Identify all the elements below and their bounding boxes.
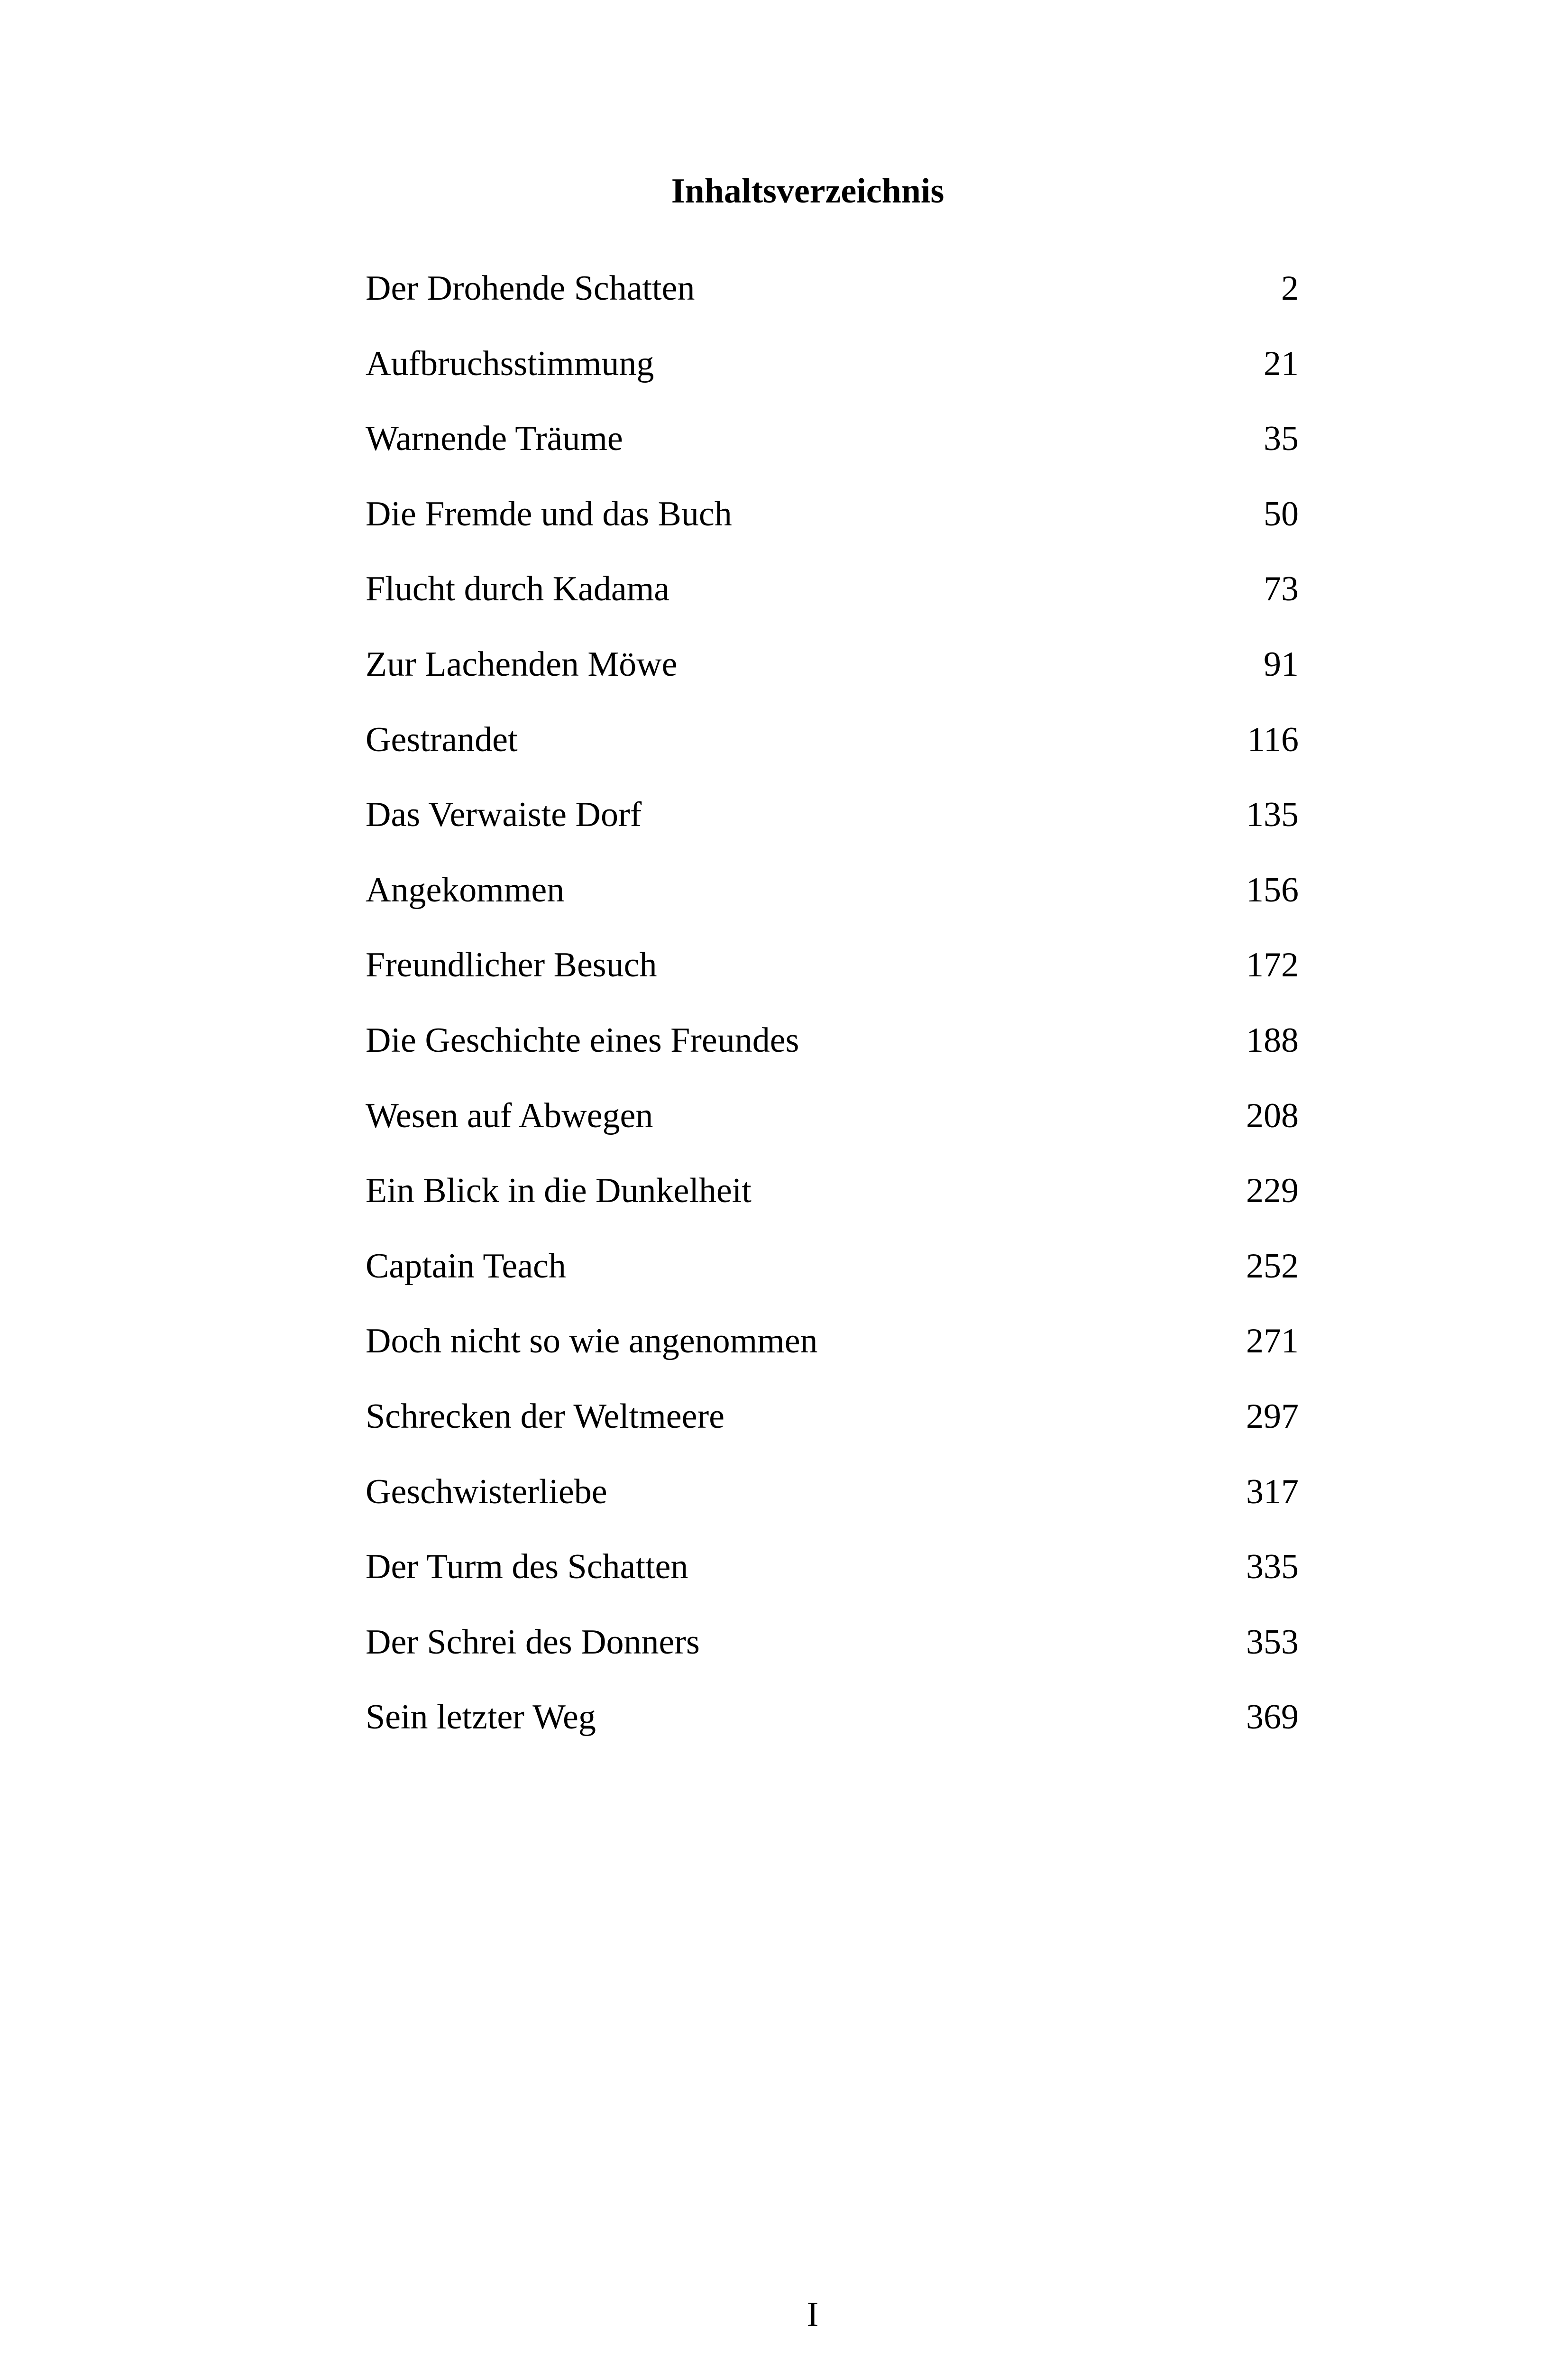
toc-entry	[366, 260, 1299, 335]
toc-entry-title: Ein Blick in die Dunkelheit	[366, 1171, 752, 1211]
toc-entry-title: Das Verwaiste Dorf	[366, 795, 642, 835]
toc-entry	[366, 1162, 1299, 1238]
toc-entry-page: 116	[1247, 720, 1299, 759]
toc-entry-title: Schrecken der Weltmeere	[366, 1397, 724, 1436]
toc-entry-page: 353	[1246, 1622, 1299, 1662]
toc-heading: Inhaltsverzeichnis	[671, 172, 944, 211]
toc-entry	[366, 1388, 1299, 1463]
toc-entry	[366, 1012, 1299, 1087]
toc-entry-title: Der Drohende Schatten	[366, 269, 695, 308]
toc-list	[366, 260, 1299, 1764]
toc-entry	[366, 1614, 1299, 1689]
toc-entry-page: 208	[1246, 1096, 1299, 1135]
toc-entry-title: Sein letzter Weg	[366, 1698, 596, 1737]
toc-entry	[366, 1689, 1299, 1764]
toc-entry-page: 271	[1246, 1322, 1299, 1361]
toc-entry-title: Wesen auf Abwegen	[366, 1096, 653, 1135]
toc-entry	[366, 1238, 1299, 1313]
toc-entry-title: Die Fremde und das Buch	[366, 494, 732, 533]
toc-entry-page: 135	[1246, 795, 1299, 835]
toc-entry	[366, 1538, 1299, 1614]
toc-entry	[366, 711, 1299, 787]
toc-entry-title: Flucht durch Kadama	[366, 570, 670, 609]
toc-entry-page: 188	[1246, 1020, 1299, 1060]
toc-entry-page: 335	[1246, 1547, 1299, 1587]
toc-entry	[366, 410, 1299, 486]
toc-entry	[366, 862, 1299, 937]
toc-entry-title: Warnende Träume	[366, 419, 623, 459]
toc-entry	[366, 561, 1299, 636]
toc-entry	[366, 937, 1299, 1012]
toc-entry-title: Gestrandet	[366, 720, 518, 759]
toc-entry-page: 21	[1264, 344, 1299, 383]
toc-entry	[366, 335, 1299, 411]
footer-page-number: I	[807, 2295, 819, 2334]
toc-entry-title: Aufbruchsstimmung	[366, 344, 654, 383]
toc-entry-page: 317	[1246, 1472, 1299, 1511]
toc-entry	[366, 1463, 1299, 1539]
toc-entry	[366, 486, 1299, 561]
toc-entry-page: 156	[1246, 870, 1299, 910]
toc-entry-page: 35	[1264, 419, 1299, 459]
toc-entry	[366, 786, 1299, 862]
toc-entry-page: 73	[1264, 570, 1299, 609]
toc-entry-page: 91	[1264, 644, 1299, 684]
toc-entry-title: Die Geschichte eines Freundes	[366, 1020, 799, 1060]
toc-entry-page: 50	[1264, 494, 1299, 533]
toc-entry-page: 369	[1246, 1698, 1299, 1737]
toc-entry-title: Zur Lachenden Möwe	[366, 644, 678, 684]
toc-entry-title: Angekommen	[366, 870, 565, 910]
toc-entry-page: 252	[1246, 1246, 1299, 1286]
toc-entry-title: Geschwisterliebe	[366, 1472, 607, 1511]
toc-entry	[366, 1087, 1299, 1163]
toc-entry-page: 229	[1246, 1171, 1299, 1211]
toc-entry-title: Doch nicht so wie angenommen	[366, 1322, 818, 1361]
toc-entry-title: Freundlicher Besuch	[366, 946, 657, 985]
toc-entry-page: 297	[1246, 1397, 1299, 1436]
toc-entry-title: Der Turm des Schatten	[366, 1547, 688, 1587]
toc-entry	[366, 1313, 1299, 1388]
toc-entry-title: Captain Teach	[366, 1246, 566, 1286]
toc-entry	[366, 636, 1299, 711]
toc-entry-title: Der Schrei des Donners	[366, 1622, 700, 1662]
toc-entry-page: 2	[1281, 269, 1299, 308]
toc-entry-page: 172	[1246, 946, 1299, 985]
